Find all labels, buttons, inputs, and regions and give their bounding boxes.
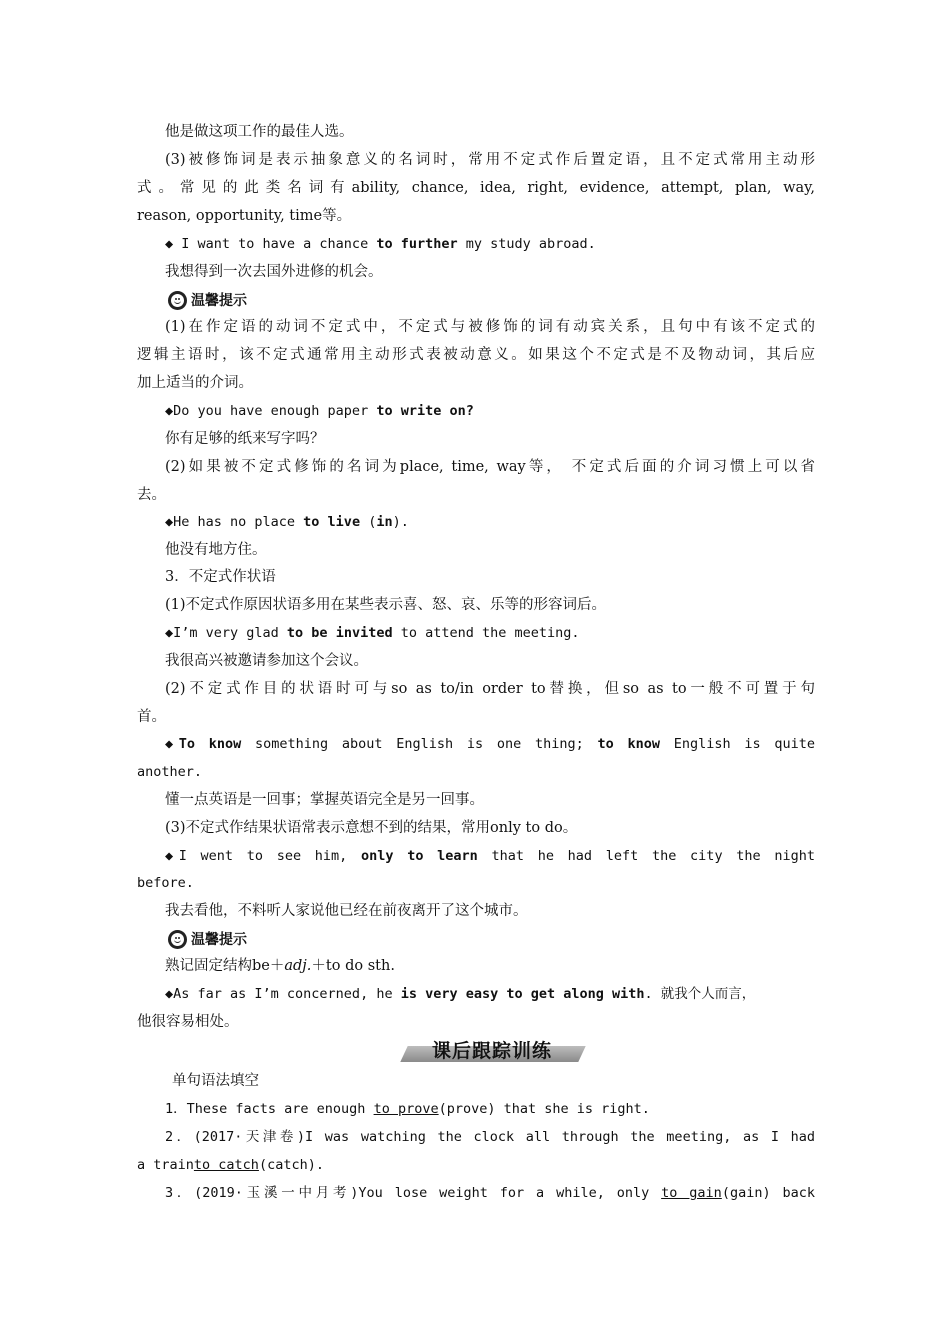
text-line: (1)在作定语的动词不定式中，不定式与被修饰的词有动宾关系，且句中有该不定式的 — [165, 319, 815, 335]
text-line: 熟记固定结构be＋adj.＋to do sth. — [165, 958, 395, 974]
example-sentence: ◆ I want to have a chance to further my study abroad. — [165, 236, 596, 252]
text-line: 式。常见的此类名词有ability, chance, idea, right, evidence, attempt, plan, way, — [137, 180, 815, 196]
tip-heading: 温馨提示 — [168, 928, 247, 950]
translation-line: 他很容易相处。 — [137, 1014, 239, 1030]
text-line: 他是做这项工作的最佳人选。 — [165, 124, 354, 140]
exercise-item: 1．These facts are enough to prove(prove) that she is right. — [165, 1101, 650, 1117]
translation-line: 我去看他，不料听人家说他已经在前夜离开了这个城市。 — [165, 903, 528, 919]
section-banner: 课后跟踪训练 — [398, 1038, 586, 1064]
answer-blank: to catch — [193, 1157, 259, 1173]
smiley-icon — [168, 291, 187, 310]
example-sentence: ◆I went to see him, only to learn that he had left the city the night — [165, 848, 815, 864]
text-line: 逻辑主语时，该不定式通常用主动形式表被动意义。如果这个不定式是不及物动词，其后应 — [137, 347, 815, 363]
text-line: reason, opportunity, time等。 — [137, 208, 352, 224]
exercise-heading: 单句语法填空 — [172, 1073, 259, 1089]
text-line: (3)被修饰词是表示抽象意义的名词时，常用不定式作后置定语，且不定式常用主动形 — [165, 152, 815, 168]
text-line: (2)不定式作目的状语时可与so as to/in order to替换，但so as to一般不可置于句 — [165, 681, 815, 697]
translation-line: 我想得到一次去国外进修的机会。 — [165, 264, 383, 280]
example-sentence: before. — [137, 875, 194, 891]
section-heading: 3．不定式作状语 — [165, 569, 276, 585]
answer-blank: to prove — [373, 1101, 439, 1117]
exercise-item: 2．(2017·天津卷)I was watching the clock all through the meeting, as I had — [165, 1129, 815, 1145]
exercise-item: 3．(2019·玉溪一中月考)You lose weight for a while, only to gain(gain) back — [165, 1185, 815, 1201]
text-line: (2)如果被不定式修饰的名词为place, time, way等， 不定式后面的介词习惯上可以省 — [165, 459, 815, 475]
translation-line: 懂一点英语是一回事；掌握英语完全是另一回事。 — [165, 792, 484, 808]
example-sentence: another. — [137, 764, 203, 780]
text-line: 去。 — [137, 487, 166, 503]
text-line: (3)不定式作结果状语常表示意想不到的结果，常用only to do。 — [165, 820, 578, 836]
tip-heading: 温馨提示 — [168, 289, 247, 311]
example-sentence: ◆He has no place to live (in). — [165, 514, 409, 530]
example-sentence: ◆To know something about English is one thing; to know English is quite — [165, 736, 816, 752]
text-line: 加上适当的介词。 — [137, 375, 253, 391]
translation-line: 他没有地方住。 — [165, 542, 267, 558]
example-sentence: ◆Do you have enough paper to write on? — [165, 403, 474, 419]
smiley-icon — [168, 930, 187, 949]
example-sentence: ◆As far as I’m concerned, he is very easy to get along with. 就我个人而言， — [165, 986, 756, 1002]
example-sentence: ◆I’m very glad to be invited to attend the meeting. — [165, 625, 580, 641]
translation-line: 你有足够的纸来写字吗？ — [165, 431, 325, 447]
text-line: 首。 — [137, 709, 166, 725]
exercise-item: a trainto catch(catch). — [137, 1157, 324, 1173]
text-line: (1)不定式作原因状语多用在某些表示喜、怒、哀、乐等的形容词后。 — [165, 597, 607, 613]
answer-blank: to gain — [661, 1185, 722, 1201]
translation-line: 我很高兴被邀请参加这个会议。 — [165, 653, 368, 669]
